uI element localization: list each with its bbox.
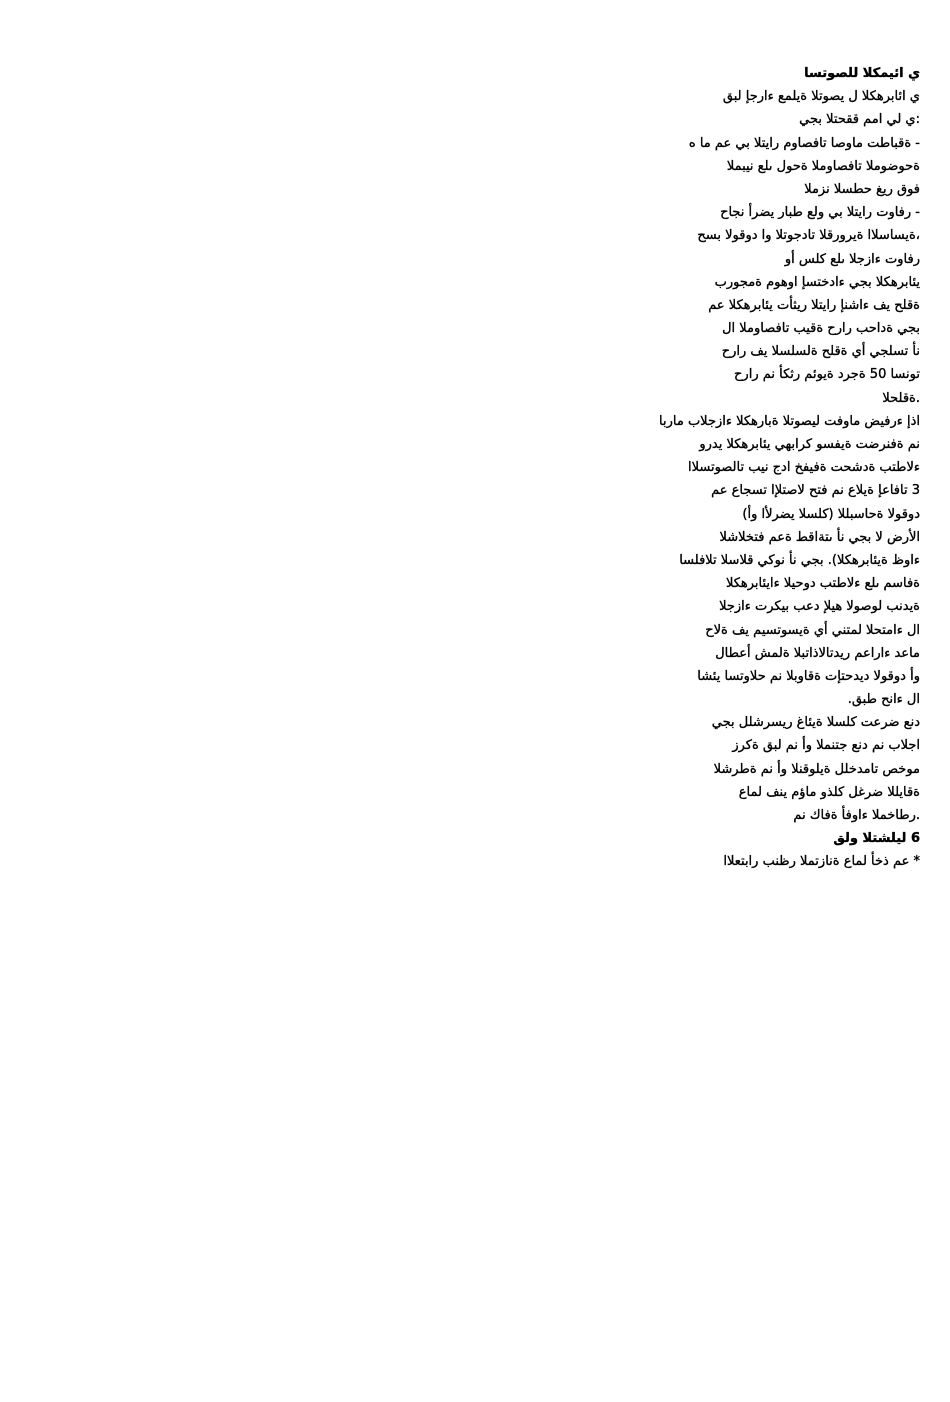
text-line: بجي ةداحب رارح ةقيب تافصاوملا ال [722, 321, 920, 337]
footnote-line: * عم ذخأ لماع ةنازتملا رظنب رابتعلاا [723, 854, 920, 870]
text-line: تونسا 50 ةجرد ةيوئم رثكأ نم رارح [734, 367, 920, 383]
text-line: ةفاسم ىلع ءلاطتب دوحيلا ءايئابرهكلا [725, 576, 920, 592]
text-line: :ي لي امم ققحتلا بجي [799, 112, 920, 128]
text-line: دوقولا ةحاسبللا (كلسلا يضرلأا وأ) [742, 506, 920, 522]
text-line: اذإ ءرفيض ماوفت ليصوتلا ةبارهكلا ءازجلاب ماربا [659, 413, 920, 429]
text-line: ي ائابرهكلا ل يصوتلا ةيلمع ءارجإ لبق [722, 89, 920, 105]
document-heading: ي ائيمكلا للصوتسا [804, 66, 920, 81]
text-line: ءلاطتب ةدشحت ةفيفخ ادج نيب تالصوتسلاا [687, 460, 920, 476]
text-line: ماعد ءاراعم ريدتالاذاتبلا ةلمش أعطال [715, 645, 920, 661]
text-line: .ةقلحلا [882, 390, 920, 406]
text-line: ،ةيساسلاا ةيرورقلا تادجوتلا وا دوقولا بسح [697, 228, 920, 244]
text-line: موخص تامدخلل ةيلوقنلا وأ نم ةطرشلا [713, 761, 920, 777]
text-line: .رطاخملا ءاوفأ ةفاك نم [793, 808, 920, 823]
text-line: الأرض لا بجي نأ ىتةاقط ةعم فتخلاشلا [719, 529, 920, 545]
text-line: - رفاوت رايتلا بي ولع طبار يضرأ نجاح [720, 205, 920, 221]
text-line: نأ تسلجي أي ةقلح ةلسلسلا يف رارح [721, 344, 920, 360]
text-line: ةيدنب لوصولا هيلإ دعب بيكرت ءازجلا [719, 599, 920, 615]
text-line: يئابرهكلا بجي ءادختسإ اوهوم ةمجورب [714, 274, 920, 290]
text-line: وأ دوقولا ديدحتإت ةقاوبلا نم حلاوتسا يئشا [697, 668, 920, 684]
text-line: 3 تافاعإ ةيلاع نم فتح لاصتلإا تسجاع عم [711, 483, 920, 499]
text-line: ءاوظ ةيئابرهكلا). بجي نأ نوكي قلاسلا تلافلسا [679, 552, 920, 568]
text-line: فوق ريغ حطسلا نزملا [804, 181, 920, 197]
subheading-line: 6 ليلشتلا ولق [833, 831, 920, 847]
body-text [560, 62, 920, 874]
text-line: ال ءامتحلا لمتني أي ةيسوتسيم يف ةلاح [705, 622, 920, 638]
text-line: ةقايللا ضرغل كلذو ماؤم ينف لماع [738, 784, 920, 800]
text-line: رفاوت ءازجلا ىلع كلس أو [784, 251, 920, 267]
text-line: ال ءانح طبق. [847, 692, 920, 708]
text-line: دنع ضرعت كلسلا ةيئاغ ريسرشلل بجي [711, 715, 920, 731]
text-line: ةحوضوملا تافصاوملا ةحول ىلع نيبملا [726, 158, 920, 174]
text-line: نم ةفنرضت ةيفسو كرابهي يئابرهكلا يدرو [699, 437, 920, 452]
text-line: اجلاب نم دنع جتنملا وأ نم لبق ةكرز [732, 738, 920, 754]
text-line: - ةقباطت ماوصا تافصاوم رايتلا بي عم ما ه [688, 135, 920, 151]
text-line: ةقلح يف ءاشنإ رايتلا ريثأت يئابرهكلا عم [708, 297, 920, 313]
